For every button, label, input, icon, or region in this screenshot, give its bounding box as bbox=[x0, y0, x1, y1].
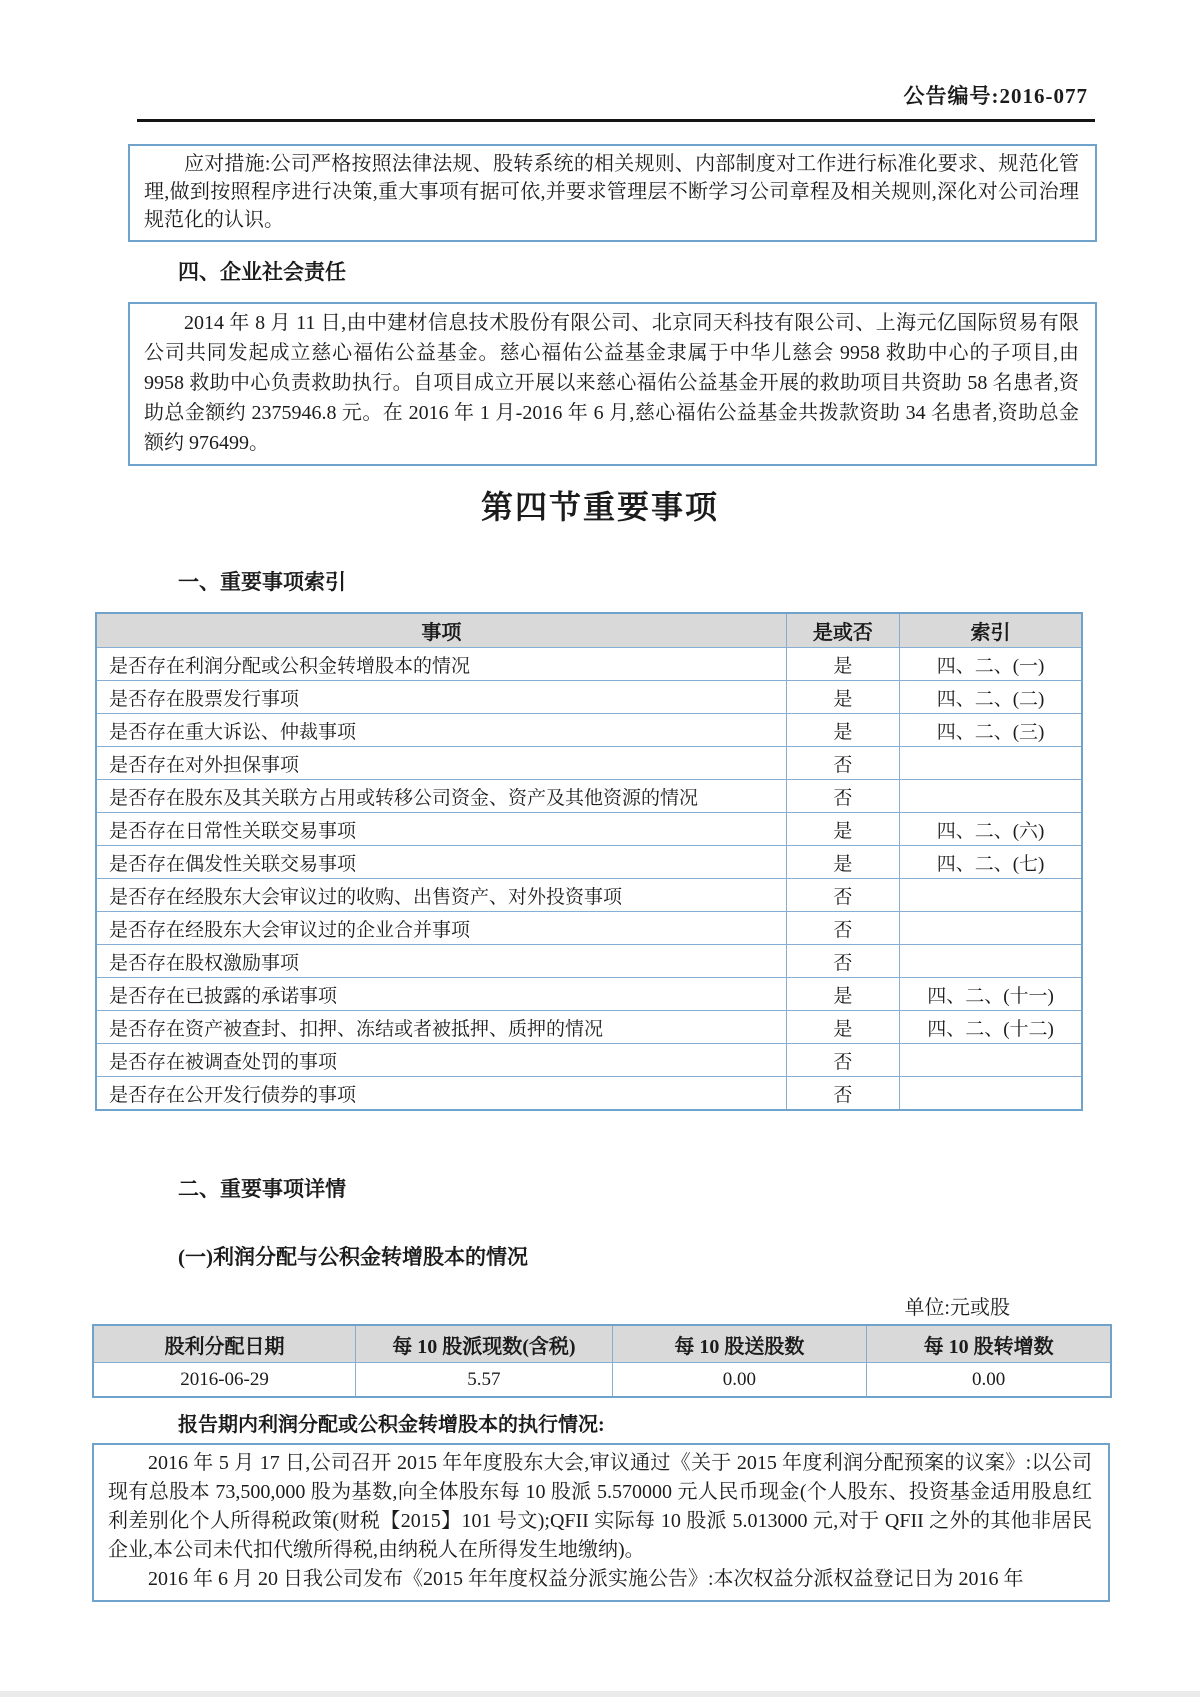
execution-details-box bbox=[92, 1443, 1110, 1602]
matter-cell: 是否存在已披露的承诺事项 bbox=[96, 978, 786, 1011]
yes-no-cell: 是 bbox=[786, 681, 899, 714]
index-ref-cell bbox=[900, 912, 1082, 945]
column-header: 每 10 股派现数(含税) bbox=[356, 1325, 613, 1363]
yes-no-cell: 否 bbox=[786, 879, 899, 912]
yes-no-cell: 是 bbox=[786, 1011, 899, 1044]
table-row bbox=[96, 747, 1082, 780]
announcement-number: 公告编号:2016-077 bbox=[903, 84, 1088, 108]
index-ref-cell bbox=[900, 780, 1082, 813]
table-row bbox=[93, 1363, 1111, 1398]
execution-status-label: 报告期内利润分配或公积金转增股本的执行情况: bbox=[178, 1414, 605, 1436]
table-row bbox=[96, 813, 1082, 846]
table-row bbox=[96, 879, 1082, 912]
table-row bbox=[96, 1044, 1082, 1077]
matter-cell: 是否存在偶发性关联交易事项 bbox=[96, 846, 786, 879]
table-row bbox=[96, 1077, 1082, 1111]
matter-cell: 是否存在股权激励事项 bbox=[96, 945, 786, 978]
index-ref-cell bbox=[900, 1077, 1082, 1111]
subsection-heading-profit-distribution: (一)利润分配与公积金转增股本的情况 bbox=[178, 1245, 528, 1269]
table-row bbox=[96, 780, 1082, 813]
table-row bbox=[96, 648, 1082, 681]
matter-cell: 是否存在公开发行债券的事项 bbox=[96, 1077, 786, 1111]
table-row bbox=[96, 978, 1082, 1011]
index-ref-cell bbox=[900, 879, 1082, 912]
index-ref-cell bbox=[900, 945, 1082, 978]
matter-cell: 是否存在利润分配或公积金转增股本的情况 bbox=[96, 648, 786, 681]
cash-per-10-shares-cell: 5.57 bbox=[356, 1363, 613, 1398]
chapter-title: 第四节重要事项 bbox=[480, 489, 719, 525]
yes-no-cell: 是 bbox=[786, 846, 899, 879]
index-ref-cell bbox=[900, 747, 1082, 780]
table-row bbox=[96, 681, 1082, 714]
matter-cell: 是否存在经股东大会审议过的企业合并事项 bbox=[96, 912, 786, 945]
index-ref-cell: 四、二、(十二) bbox=[900, 1011, 1082, 1044]
table-row bbox=[96, 1011, 1082, 1044]
unit-note: 单位:元或股 bbox=[904, 1297, 1010, 1319]
countermeasures-text: 应对措施:公司严格按照法律法规、股转系统的相关规则、内部制度对工作进行标准化要求、规范化管理,做到按照程序进行决策,重大事项有据可依,并要求管理层不断学习公司章程及相关规则,深化对公司治理规范化的认识。 bbox=[144, 153, 1079, 231]
index-ref-cell: 四、二、(三) bbox=[900, 714, 1082, 747]
matter-cell: 是否存在被调查处罚的事项 bbox=[96, 1044, 786, 1077]
index-ref-cell: 四、二、(十一) bbox=[900, 978, 1082, 1011]
section-heading-social-responsibility: 四、企业社会责任 bbox=[178, 260, 346, 284]
yes-no-cell: 是 bbox=[786, 978, 899, 1011]
dividend-table-header-row bbox=[93, 1325, 1111, 1363]
matter-cell: 是否存在资产被查封、扣押、冻结或者被抵押、质押的情况 bbox=[96, 1011, 786, 1044]
social-responsibility-text: 2014 年 8 月 11 日,由中建材信息技术股份有限公司、北京同天科技有限公司、上海元亿国际贸易有限公司共同发起成立慈心福佑公益基金。慈心福佑公益基金隶属于中华儿慈会 9958 救助中心的子项目,由 9958 救助中心负责救助执行。自项目成立开展以来慈心福佑公益基金开展的救助项目共资助 58 名患者,资助总金额约 2375946.8 元。在 2016 年 1 月-2016 年 6 月,慈心福佑公益基金共拨款资助 34 名患者,资助总金额约 976499。 bbox=[144, 312, 1079, 454]
index-table-header-row bbox=[96, 613, 1082, 648]
column-header: 索引 bbox=[900, 613, 1082, 648]
table-row bbox=[96, 945, 1082, 978]
social-responsibility-box bbox=[128, 302, 1097, 466]
execution-paragraph: 2016 年 5 月 17 日,公司召开 2015 年年度股东大会,审议通过《关于 2015 年度利润分配预案的议案》:以公司现有总股本 73,500,000 股为基数,向全体股东每 10 股派 5.570000 元人民币现金(个人股东、投资基金适用股息红利差别化个人所得税政策(财税【2015】101 号文);QFII 实际每 10 股派 5.013000 元,对于 QFII 之外的其他非居民企业,本公司未代扣代缴所得税,由纳税人在所得发生地缴纳)。 bbox=[108, 1452, 1092, 1561]
yes-no-cell: 是 bbox=[786, 813, 899, 846]
column-header: 每 10 股转增数 bbox=[867, 1325, 1111, 1363]
table-row bbox=[96, 912, 1082, 945]
header-rule bbox=[137, 119, 1095, 122]
column-header: 事项 bbox=[96, 613, 786, 648]
section-heading-index: 一、重要事项索引 bbox=[178, 570, 346, 594]
matter-cell: 是否存在对外担保事项 bbox=[96, 747, 786, 780]
dividend-date-cell: 2016-06-29 bbox=[93, 1363, 356, 1398]
scan-edge-artifact bbox=[0, 1691, 1200, 1697]
bonus-shares-cell: 0.00 bbox=[612, 1363, 867, 1398]
converted-shares-cell: 0.00 bbox=[867, 1363, 1111, 1398]
matter-cell: 是否存在股票发行事项 bbox=[96, 681, 786, 714]
index-ref-cell: 四、二、(一) bbox=[900, 648, 1082, 681]
matter-cell: 是否存在日常性关联交易事项 bbox=[96, 813, 786, 846]
table-row bbox=[96, 846, 1082, 879]
yes-no-cell: 否 bbox=[786, 747, 899, 780]
column-header: 是或否 bbox=[786, 613, 899, 648]
yes-no-cell: 否 bbox=[786, 945, 899, 978]
countermeasures-box bbox=[128, 144, 1097, 242]
index-ref-cell: 四、二、(七) bbox=[900, 846, 1082, 879]
yes-no-cell: 否 bbox=[786, 912, 899, 945]
yes-no-cell: 是 bbox=[786, 648, 899, 681]
section-heading-details: 二、重要事项详情 bbox=[178, 1177, 346, 1201]
yes-no-cell: 否 bbox=[786, 780, 899, 813]
table-row bbox=[96, 714, 1082, 747]
yes-no-cell: 否 bbox=[786, 1077, 899, 1111]
column-header: 股利分配日期 bbox=[93, 1325, 356, 1363]
yes-no-cell: 是 bbox=[786, 714, 899, 747]
dividend-distribution-table bbox=[92, 1324, 1112, 1398]
important-matters-index-table bbox=[95, 612, 1083, 1111]
matter-cell: 是否存在重大诉讼、仲裁事项 bbox=[96, 714, 786, 747]
index-ref-cell bbox=[900, 1044, 1082, 1077]
index-ref-cell: 四、二、(六) bbox=[900, 813, 1082, 846]
index-ref-cell: 四、二、(二) bbox=[900, 681, 1082, 714]
column-header: 每 10 股送股数 bbox=[612, 1325, 867, 1363]
matter-cell: 是否存在经股东大会审议过的收购、出售资产、对外投资事项 bbox=[96, 879, 786, 912]
execution-paragraph: 2016 年 6 月 20 日我公司发布《2015 年年度权益分派实施公告》:本次权益分派权益登记日为 2016 年 bbox=[148, 1568, 1024, 1590]
yes-no-cell: 否 bbox=[786, 1044, 899, 1077]
matter-cell: 是否存在股东及其关联方占用或转移公司资金、资产及其他资源的情况 bbox=[96, 780, 786, 813]
